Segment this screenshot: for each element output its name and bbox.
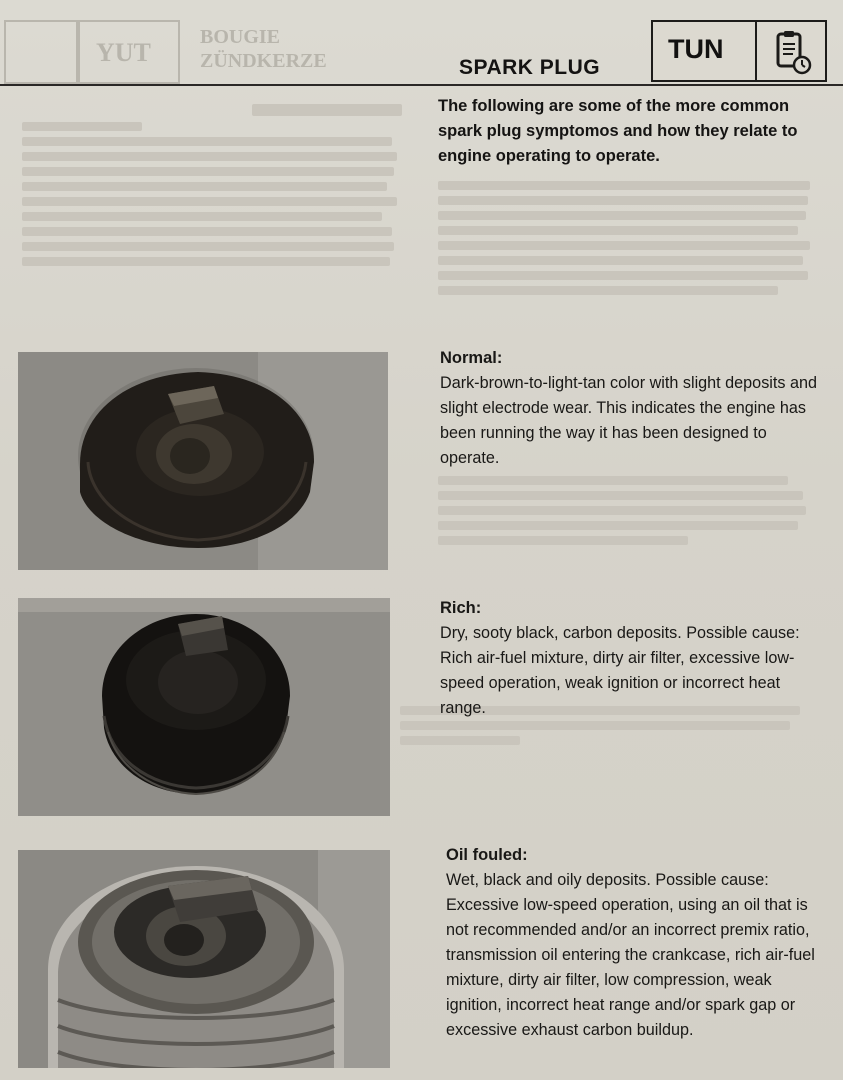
- condition-rich-heading: Rich:: [440, 599, 482, 617]
- faded-header-showthrough: YUT BOUGIE ZÜNDKERZE: [0, 18, 440, 88]
- page-title: SPARK PLUG: [459, 56, 601, 79]
- photo-normal-plug: [18, 352, 388, 570]
- bleed-through-right-2: [438, 470, 818, 610]
- condition-oil-fouled-heading: Oil fouled:: [446, 846, 528, 864]
- section-tag-box: [651, 20, 827, 82]
- condition-oil-fouled-text: Wet, black and oily deposits. Possible cause: Excessive low-speed operation, using an oil that is not recommended and/or an incorrect premix ratio, transmission oil entering the crankcase, rich air-fuel mixture, dirty air filter, low compression, weak ignition, incorrect heat range and/or spark gap or excessive exhaust carbon buildup.: [446, 871, 815, 1039]
- condition-normal-heading: Normal:: [440, 349, 503, 367]
- condition-normal-text: Dark-brown-to-light-tan color with slight deposits and slight electrode wear. This indicates the engine has been running the way it has been designed to operate.: [440, 374, 817, 467]
- bleed-through-right: [438, 175, 818, 345]
- bleed-through-left: [22, 98, 402, 358]
- header-rule: [0, 84, 843, 86]
- condition-oil-fouled: [446, 843, 830, 1043]
- section-tag-label: TUN: [668, 34, 724, 64]
- clipboard-stopwatch-icon: [769, 28, 817, 76]
- condition-rich: [440, 596, 825, 721]
- condition-normal: [440, 346, 825, 471]
- tag-divider: [755, 22, 757, 80]
- condition-rich-text: Dry, sooty black, carbon deposits. Possible cause: Rich air-fuel mixture, dirty air filter, excessive low-speed operation, weak ignition or incorrect heat range.: [440, 624, 800, 717]
- photo-oil-fouled-plug: [18, 850, 390, 1068]
- photo-rich-plug: [18, 598, 390, 816]
- intro-paragraph: The following are some of the more common spark plug symptomos and how they relate to engine operating to operate.: [438, 97, 798, 165]
